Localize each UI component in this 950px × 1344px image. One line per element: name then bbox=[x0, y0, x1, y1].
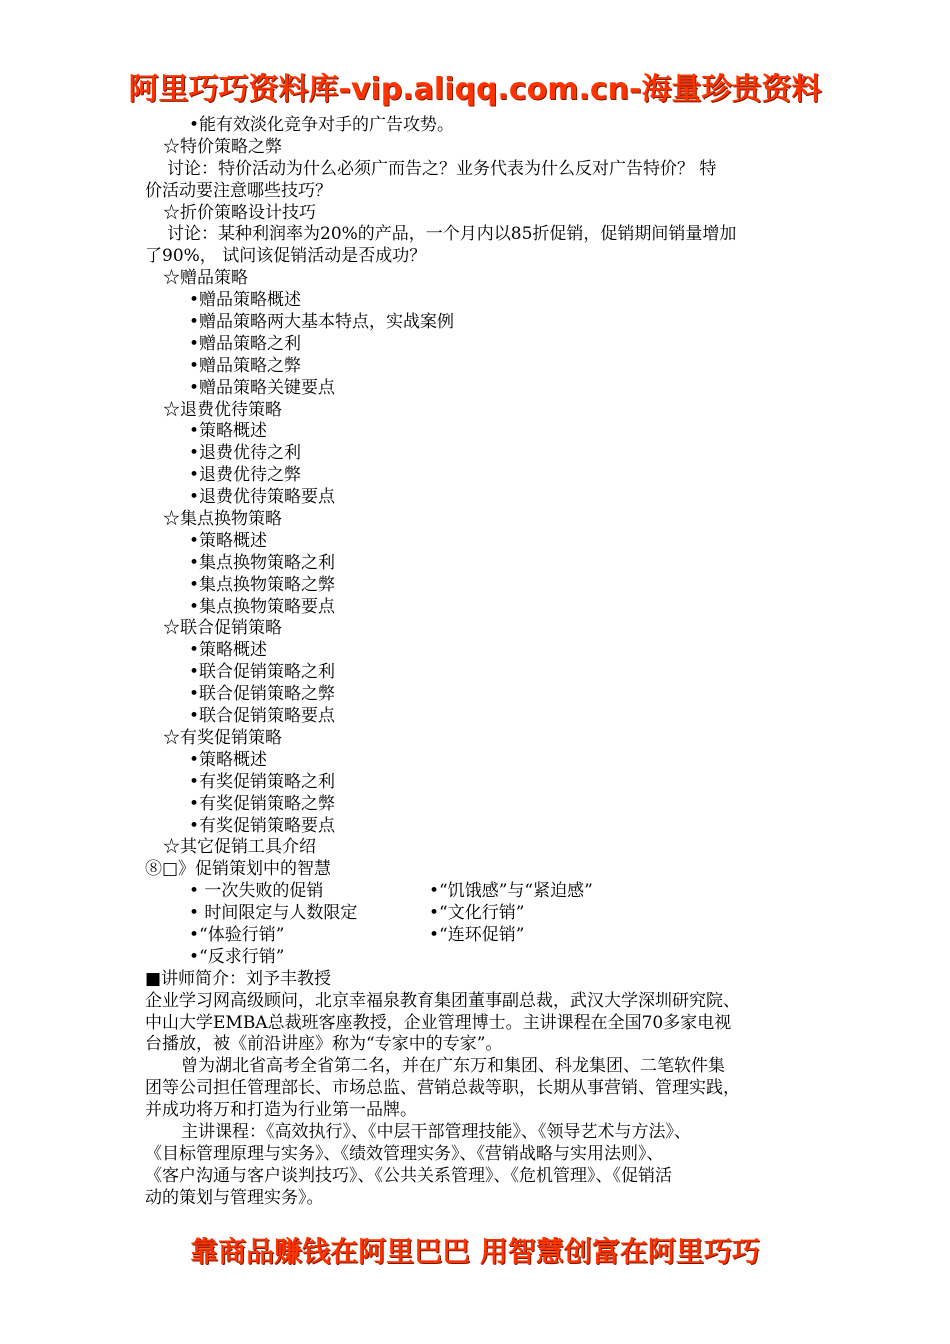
lecturer-bio bbox=[145, 991, 815, 1210]
outline-line: •赠品策略概述 bbox=[189, 290, 302, 311]
topic-row bbox=[145, 881, 815, 903]
outline-line: •退费优待策略要点 bbox=[189, 487, 336, 508]
outline-list bbox=[145, 115, 815, 881]
outline-line: •策略概述 bbox=[189, 749, 268, 770]
topic-right: •“连环促销” bbox=[429, 924, 525, 945]
outline-line: 了90%， 试问该促销活动是否成功？ bbox=[145, 246, 427, 267]
outline-line: ☆有奖促销策略 bbox=[163, 727, 282, 748]
topic-left: • 一次失败的促销 bbox=[189, 881, 324, 902]
outline-line: ⑧□》促销策划中的智慧 bbox=[145, 859, 332, 880]
topic-left: • 时间限定与人数限定 bbox=[189, 903, 358, 924]
bio-line: 团等公司担任管理部长、市场总监、营销总裁等职，长期从事营销、管理实践， bbox=[145, 1078, 740, 1099]
outline-line: •联合促销策略要点 bbox=[189, 706, 336, 727]
footer-banner: 靠商品赚钱在阿里巴巴 用智慧创富在阿里巧巧 bbox=[190, 1235, 760, 1268]
outline-line: •退费优待之利 bbox=[189, 443, 302, 464]
outline-line: •赠品策略两大基本特点，实战案例 bbox=[189, 312, 455, 333]
bio-line: 曾为湖北省高考全省第二名，并在广东万和集团、科龙集团、二笔软件集 bbox=[181, 1056, 725, 1077]
outline-line: •有奖促销策略之弊 bbox=[189, 793, 336, 814]
wisdom-topics-grid bbox=[145, 881, 815, 969]
outline-line: 价活动要注意哪些技巧？ bbox=[145, 180, 332, 201]
bio-line: 《客户沟通与客户谈判技巧》、《公共关系管理》、《危机管理》、《促销活 bbox=[145, 1165, 672, 1186]
document-body bbox=[145, 115, 815, 1210]
lecturer-bio-title: ■讲师简介：刘予丰教授 bbox=[145, 968, 332, 989]
outline-line: •赠品策略之弊 bbox=[189, 355, 302, 376]
topic-right: •“饥饿感”与“紧迫感” bbox=[429, 881, 593, 902]
outline-line: •集点换物策略要点 bbox=[189, 596, 336, 617]
bio-line: 动的策划与管理实务》。 bbox=[145, 1187, 324, 1208]
outline-line: •赠品策略关键要点 bbox=[189, 377, 336, 398]
outline-line: •集点换物策略之利 bbox=[189, 552, 336, 573]
outline-line: 讨论：某种利润率为20%的产品，一个月内以85折促销，促销期间销量增加 bbox=[167, 224, 737, 245]
topic-row bbox=[145, 903, 815, 925]
outline-line: 讨论：特价活动为什么必须广而告之？业务代表为什么反对广告特价？ 特 bbox=[167, 158, 717, 179]
outline-line: •有奖促销策略要点 bbox=[189, 815, 336, 836]
outline-line: ☆特价策略之弊 bbox=[163, 136, 282, 157]
bio-line: 主讲课程：《高效执行》、《中层干部管理技能》、《领导艺术与方法》、 bbox=[181, 1121, 691, 1142]
outline-line: ☆折价策略设计技巧 bbox=[163, 202, 316, 223]
outline-line: •退费优待之弊 bbox=[189, 465, 302, 486]
outline-line: •有奖促销策略之利 bbox=[189, 771, 336, 792]
outline-line: •策略概述 bbox=[189, 640, 268, 661]
outline-line: •集点换物策略之弊 bbox=[189, 574, 336, 595]
outline-line: ☆退费优待策略 bbox=[163, 399, 282, 420]
bio-line: 《目标管理原理与实务》、《绩效管理实务》、《营销战略与实用法则》、 bbox=[145, 1143, 664, 1164]
outline-line: •联合促销策略之利 bbox=[189, 662, 336, 683]
topic-left: •“反求行销” bbox=[189, 946, 285, 967]
outline-line: •联合促销策略之弊 bbox=[189, 684, 336, 705]
outline-line: ☆其它促销工具介绍 bbox=[163, 837, 316, 858]
outline-line: •能有效淡化竞争对手的广告攻势。 bbox=[189, 115, 455, 135]
bio-line: 并成功将万和打造为行业第一品牌。 bbox=[145, 1100, 417, 1121]
outline-line: •赠品策略之利 bbox=[189, 333, 302, 354]
outline-line: ☆联合促销策略 bbox=[163, 618, 282, 639]
topic-right: •“文化行销” bbox=[429, 903, 525, 924]
topic-row bbox=[145, 925, 815, 947]
topic-left: •“体验行销” bbox=[189, 924, 285, 945]
outline-line: ☆赠品策略 bbox=[163, 268, 248, 289]
topic-row bbox=[145, 947, 815, 969]
outline-line: ☆集点换物策略 bbox=[163, 509, 282, 530]
bio-line: 企业学习网高级顾问，北京幸福泉教育集团董事副总裁，武汉大学深圳研究院、 bbox=[145, 990, 740, 1011]
bio-line: 台播放，被《前沿讲座》称为“专家中的专家”。 bbox=[145, 1034, 503, 1055]
outline-line: •策略概述 bbox=[189, 421, 268, 442]
bio-line: 中山大学EMBA总裁班客座教授，企业管理博士。主讲课程在全国70多家电视 bbox=[145, 1012, 732, 1033]
header-banner: 阿里巧巧资料库-vip.aliqq.com.cn-海量珍贵资料 bbox=[128, 72, 822, 107]
outline-line: •策略概述 bbox=[189, 530, 268, 551]
